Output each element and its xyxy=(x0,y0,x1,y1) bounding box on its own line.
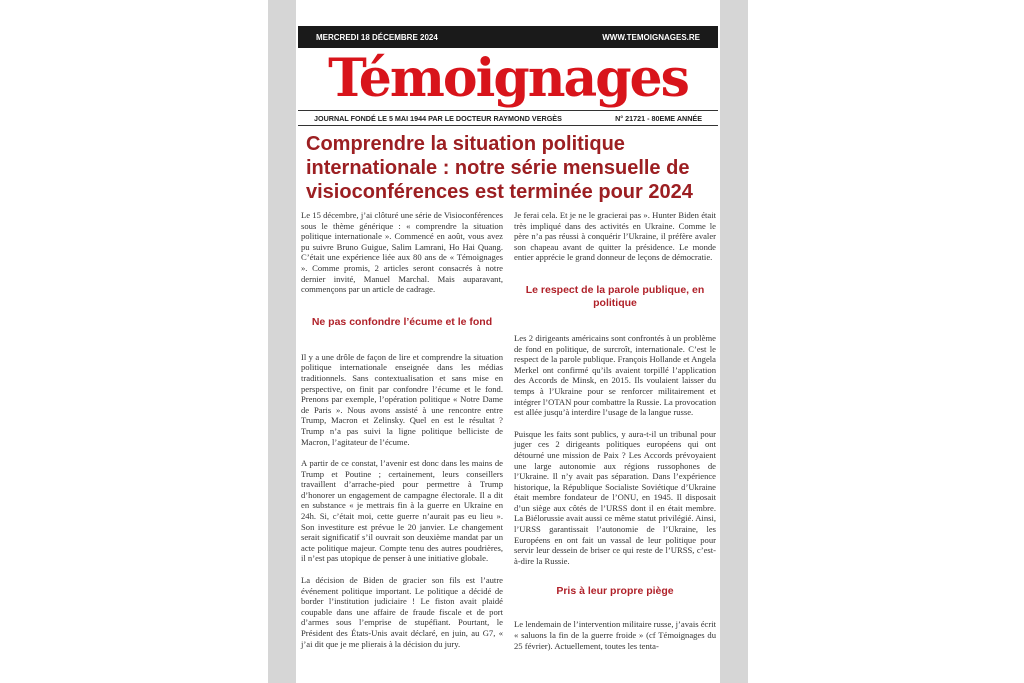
paragraph: La décision de Biden de gracier son fils est l’autre événement politique important. Le politique a décidé de border l’institution judiciaire ! Le fiston avait plaidé coupable dans une affaire de fraude fiscale et de port d’armes sous l’emprise de stupéfiant. Pourtant, le Président des États-Unis avait déclaré, en juin, au G7, « j’ai dit que je me plierais à la décision du jury. xyxy=(301,575,503,649)
paragraph: Il y a une drôle de façon de lire et comprendre la situation politique internationale enseignée dans les médias traditionnels. Sans contextualisation et sans mise en perspective, on finit par confondre l’écume et le fond. Prenons par exemple, l’opération politique « Notre Dame de Paris ». Nous avons assisté à une rencontre entre Trump, Macron et Zelinsky. Quel en est le résultat ? Trump n’a pas suivi la ligne politique belliciste de Macron, l’agitateur de l’écume. xyxy=(301,351,503,447)
paragraph: Le 15 décembre, j’ai clôturé une série de Visioconférences sous le thème générique : « comprendre la situation politique internationale ». Commencé en août, vous avez pu suivre Bruno Guigue, Salim Lamrani, Ho Hai Quang. C’était une expérience liée aux 80 ans de « Témoignages ». Comme promis, 2 articles seront consacrés à notre dernier invité, Manuel Marchal. Mais auparavant, commençons par un article de cadrage. xyxy=(301,210,503,295)
section-subheading: Le respect de la parole publique, en politique xyxy=(525,283,705,309)
founding-tagline: JOURNAL FONDÉ LE 5 MAI 1944 PAR LE DOCTEUR RAYMOND VERGÈS xyxy=(314,113,562,123)
issue-date: MERCREDI 18 DÉCEMBRE 2024 xyxy=(316,32,438,42)
section-subheading: Pris à leur propre piège xyxy=(556,585,674,598)
paragraph: A partir de ce constat, l’avenir est donc dans les mains de Trump et Poutine ; certainement, leurs conseillers travaillent d’arrache-pied pour permettre à Trump d’honorer un engagement de campagne électorale. Il a dit en substance « je mettrais fin à la guerre en Ukraine en 24h. Si, c’était moi, cette guerre n’aurait pas eu lieu ». Son investiture est prévue le 20 janvier. Le changement serait significatif s’il ouvrait son deuxième mandat par un acte politique majeur. Compte tenu des autres poudrières, il n’est pas utopique de penser à une initiative globale. xyxy=(301,458,503,564)
viewer-margin-left xyxy=(268,0,296,683)
viewer-margin-right xyxy=(720,0,748,683)
newspaper-masthead: Témoignages xyxy=(328,48,688,109)
article-column-right xyxy=(514,210,716,658)
website-link[interactable]: WWW.TEMOIGNAGES.RE xyxy=(602,32,700,42)
subbar-divider xyxy=(298,125,718,126)
paragraph: Puisque les faits sont publics, y aura-t-il un tribunal pour juger ces 2 dirigeants politiques européens qui ont détourné une mission de Paix ? Les Accords prévoyaient une large autonomie aux régions russophones de l’Ukraine. Il n’y avait pas séparation. Dans l’expérience historique, la République Socialiste Soviétique d’Ukraine était membre fondateur de l’ONU, en 1945. Il disposait d’un siège aux côtés de l’URSS dont il en était membre. La Biélorussie avait aussi ce même statut privilégié. Ainsi, l’URSS garantissait l’autonomie de l’Ukraine, les Européens en ont fait un vassal de leur politique pour servir leur dessein de briser ce qui reste de l’URSS, c’est-à-dire la Russie. xyxy=(514,428,716,566)
issue-number: N° 21721 - 80EME ANNÉE xyxy=(615,113,702,123)
paragraph: Les 2 dirigeants américains sont confrontés à un problème de fond en politique, de surcroît, internationale. C’est le respect de la parole publique. François Hollande et Angela Merkel ont confirmé qu’ils avaient torpillé l’application des Accords de Minsk, en 2015. Ils voulaient laisser du temps à l’Ukraine pour se renforcer militairement et intégrer l’OTAN pour combattre la Russie. La provocation est allée jusqu’à interdire l’usage de la langue russe. xyxy=(514,332,716,418)
top-info-bar xyxy=(298,26,718,48)
section-subheading: Ne pas confondre l’écume et le fond xyxy=(311,315,493,328)
paragraph: Je ferai cela. Et je ne le gracierai pas ». Hunter Biden était très impliqué dans des activités en Ukraine. Comme le père n’a pas réussi à conquérir l’Ukraine, il préfère avaler son chapeau avant de quitter la présidence. Le monde entier apprécie le grand donneur de leçons de démocratie. xyxy=(514,210,716,263)
paragraph: Le lendemain de l’intervention militaire russe, j’avais écrit « saluons la fin de la guerre froide » (cf Témoignages du 25 février). Actuellement, toutes les tenta- xyxy=(514,619,716,651)
article-headline: Comprendre la situation politique internationale : notre série mensuelle de visioconférences est terminée pour 2024 xyxy=(306,133,693,203)
masthead-subbar xyxy=(298,111,718,125)
newspaper-page xyxy=(296,0,720,683)
article-column-left xyxy=(301,210,503,656)
